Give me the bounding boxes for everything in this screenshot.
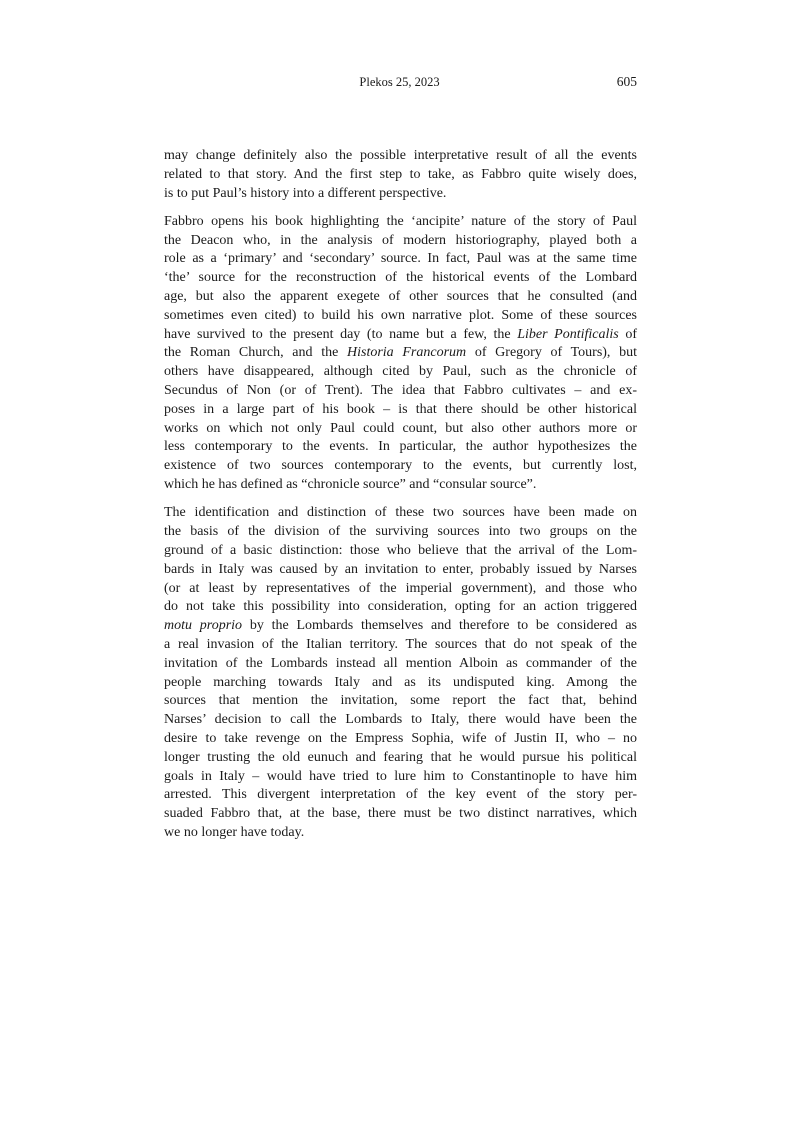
text-line <box>164 617 637 636</box>
text-segment: role as a ‘primary’ and ‘secondary’ source. In fact, Paul was at the same time <box>164 251 637 267</box>
text-segment: we no longer have today. <box>164 824 305 840</box>
text-segment: existence of two sources contemporary to the events, but currently lost, <box>164 458 637 474</box>
text-line <box>164 655 637 674</box>
text-segment: poses in a large part of his book – is that there should be other historical <box>164 401 637 417</box>
text-line <box>164 711 637 730</box>
text-segment: sometimes even cited) to build his own narrative plot. Some of these sources <box>164 307 637 323</box>
text-line <box>164 523 637 542</box>
italic-title: Liber Pontificalis <box>517 326 619 342</box>
text-segment: desire to take revenge on the Empress Sophia, wife of Justin II, who – no <box>164 730 637 746</box>
text-segment: (or at least by representatives of the imperial government), and those who <box>164 580 637 596</box>
text-segment: Secundus of Non (or of Trent). The idea that Fabbro cultivates – and ex- <box>164 383 637 399</box>
text-segment: The identification and distinction of these two sources have been made on <box>164 505 637 521</box>
text-line <box>164 438 637 457</box>
text-line <box>164 768 637 787</box>
text-segment: suaded Fabbro that, at the base, there must be two distinct narratives, which <box>164 806 637 822</box>
text-line <box>164 457 637 476</box>
text-line <box>164 250 637 269</box>
text-line <box>164 344 637 363</box>
text-segment: Narses’ decision to call the Lombards to Italy, there would have been the <box>164 712 637 728</box>
text-segment: is to put Paul’s history into a different perspective. <box>164 185 447 201</box>
text-line <box>164 232 637 251</box>
text-segment: do not take this possibility into consideration, opting for an action triggered <box>164 599 637 615</box>
text-segment: which he has defined as “chronicle source” and “consular source”. <box>164 477 537 493</box>
text-line <box>164 561 637 580</box>
text-line <box>164 542 637 561</box>
text-segment: of Gregory of Tours), but <box>466 345 638 361</box>
text-line <box>164 288 637 307</box>
body-text <box>164 147 637 852</box>
text-line <box>164 824 637 843</box>
text-line <box>164 476 637 495</box>
text-segment: Fabbro opens his book highlighting the ‘ancipite’ nature of the story of Paul <box>164 213 637 229</box>
text-segment: ground of a basic distinction: those who believe that the arrival of the Lom- <box>164 542 637 558</box>
text-segment: less contemporary to the events. In particular, the author hypothesizes the <box>164 439 637 455</box>
text-line <box>164 730 637 749</box>
text-segment: arrested. This divergent interpretation of the key event of the story per- <box>164 787 637 803</box>
text-line <box>164 805 637 824</box>
text-segment: the basis of the division of the surviving sources into two groups on the <box>164 524 637 540</box>
text-segment: may change definitely also the possible interpretative result of all the events <box>164 148 637 163</box>
paragraph <box>164 213 637 495</box>
paragraph <box>164 504 637 842</box>
running-head: Plekos 25, 2023 <box>359 75 440 89</box>
text-line <box>164 363 637 382</box>
text-line <box>164 420 637 439</box>
text-segment: have survived to the present day (to name but a few, the <box>164 326 518 342</box>
text-segment: ‘the’ source for the reconstruction of the historical events of the Lombard <box>164 270 637 286</box>
text-line <box>164 504 637 523</box>
text-segment: age, but also the apparent exegete of other sources that he consulted (and <box>164 289 637 305</box>
text-line <box>164 326 637 345</box>
text-line <box>164 674 637 693</box>
text-line <box>164 692 637 711</box>
text-line <box>164 636 637 655</box>
text-line <box>164 786 637 805</box>
paragraph <box>164 147 637 203</box>
text-line <box>164 598 637 617</box>
italic-title: motu proprio <box>164 618 243 634</box>
text-line <box>164 213 637 232</box>
text-segment: by the Lombards themselves and therefore to be considered as <box>242 618 637 634</box>
text-segment: people marching towards Italy and as its undisputed king. Among the <box>164 674 637 690</box>
text-line <box>164 401 637 420</box>
text-line <box>164 166 637 185</box>
text-segment: others have disappeared, although cited by Paul, such as the chronicle of <box>164 364 637 380</box>
text-segment: invitation of the Lombards instead all mention Alboin as commander of the <box>164 655 637 671</box>
page-number: 605 <box>616 74 637 89</box>
text-line <box>164 382 637 401</box>
text-segment: goals in Italy – would have tried to lure him to Constantinople to have him <box>164 768 637 784</box>
text-segment: a real invasion of the Italian territory. The sources that do not speak of the <box>164 636 637 652</box>
italic-title: Historia Francorum <box>347 345 467 361</box>
text-segment: works on which not only Paul could count, but also other authors more or <box>164 420 637 436</box>
text-line <box>164 147 637 166</box>
text-line <box>164 749 637 768</box>
text-segment: related to that story. And the first step to take, as Fabbro quite wisely does, <box>164 166 637 182</box>
text-segment: of <box>618 326 637 342</box>
text-segment: sources that mention the invitation, some report the fact that, behind <box>164 693 637 709</box>
text-segment: the Deacon who, in the analysis of modern historiography, played both a <box>164 232 637 248</box>
text-line <box>164 185 637 204</box>
text-line <box>164 269 637 288</box>
text-line <box>164 580 637 599</box>
text-line <box>164 307 637 326</box>
text-segment: bards in Italy was caused by an invitation to enter, probably issued by Narses <box>164 561 637 577</box>
text-segment: the Roman Church, and the <box>164 345 347 361</box>
text-segment: longer trusting the old eunuch and fearing that he would pursue his political <box>164 749 637 765</box>
